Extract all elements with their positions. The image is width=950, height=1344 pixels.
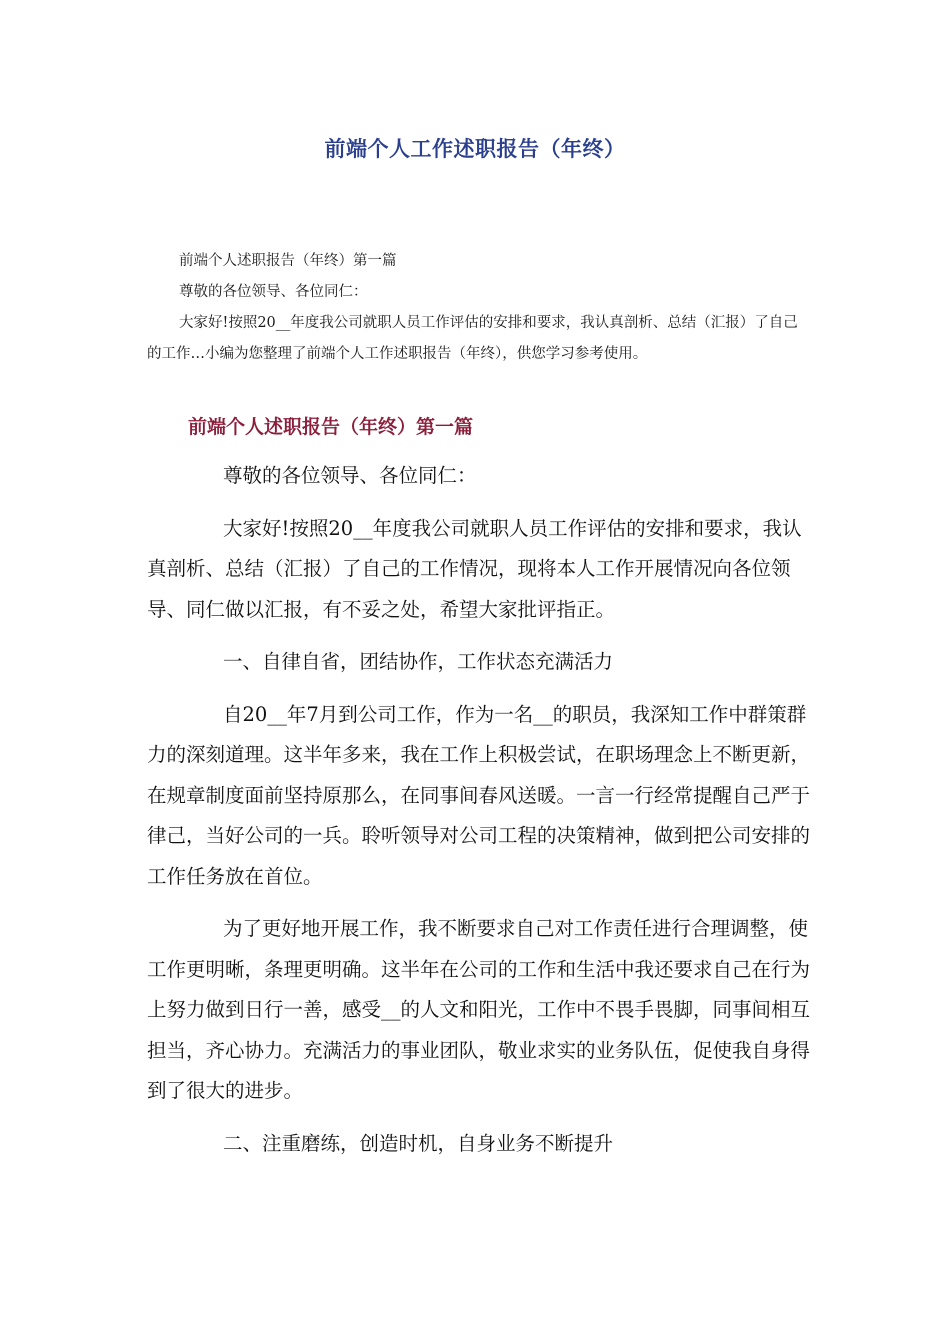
summary-line-1: 前端个人述职报告（年终）第一篇 [179,253,397,269]
salutation: 尊敬的各位领导、各位同仁： [223,464,477,487]
body-paragraph: 自20__年7月到公司工作，作为一名__的职员，我深知工作中群策群力的深刻道理。这半年多来，我在工作上积极尝试，在职场理念上不断更新，在规章制度面前坚持原那么，在同事间春风送暖。一言一行经常提醒自己严于律己，当好公司的一兵。聆听领导对公司工程的决策精神，做到把公司安排的工作任务放在首位。 [147,702,811,888]
subheading-1: 一、自律自省，团结协作，工作状态充满活力 [223,650,614,673]
summary-line-3: 大家好!按照20__年度我公司就职人员工作评估的安排和要求，我认真剖析、总结（汇报）了自己的工作…小编为您整理了前端个人工作述职报告（年终），供您学习参考使用。 [147,315,798,362]
subheading-2: 二、注重磨练，创造时机，自身业务不断提升 [223,1131,614,1155]
body-paragraph: 大家好!按照20__年度我公司就职人员工作评估的安排和要求，我认真剖析、总结（汇报）了自己的工作情况，现将本人工作开展情况向各位领导、同仁做以汇报，有不妥之处，希望大家批评指正。 [147,516,802,621]
document-body [147,456,815,1176]
section-heading: 前端个人述职报告（年终）第一篇 [188,416,474,438]
body-paragraph: 为了更好地开展工作，我不断要求自己对工作责任进行合理调整，使工作更明晰，条理更明确。这半年在公司的工作和生活中我还要求自己在行为上努力做到日行一善，感受__的人文和阳光，工作中不畏手畏脚，同事间相互担当，齐心协力。充满活力的事业团队，敬业求实的业务队伍，促使我自身得到了很大的进步。 [147,917,811,1102]
document-title: 前端个人工作述职报告（年终） [324,137,626,161]
summary-line-2: 尊敬的各位领导、各位同仁： [179,284,368,300]
document-summary [147,246,812,370]
